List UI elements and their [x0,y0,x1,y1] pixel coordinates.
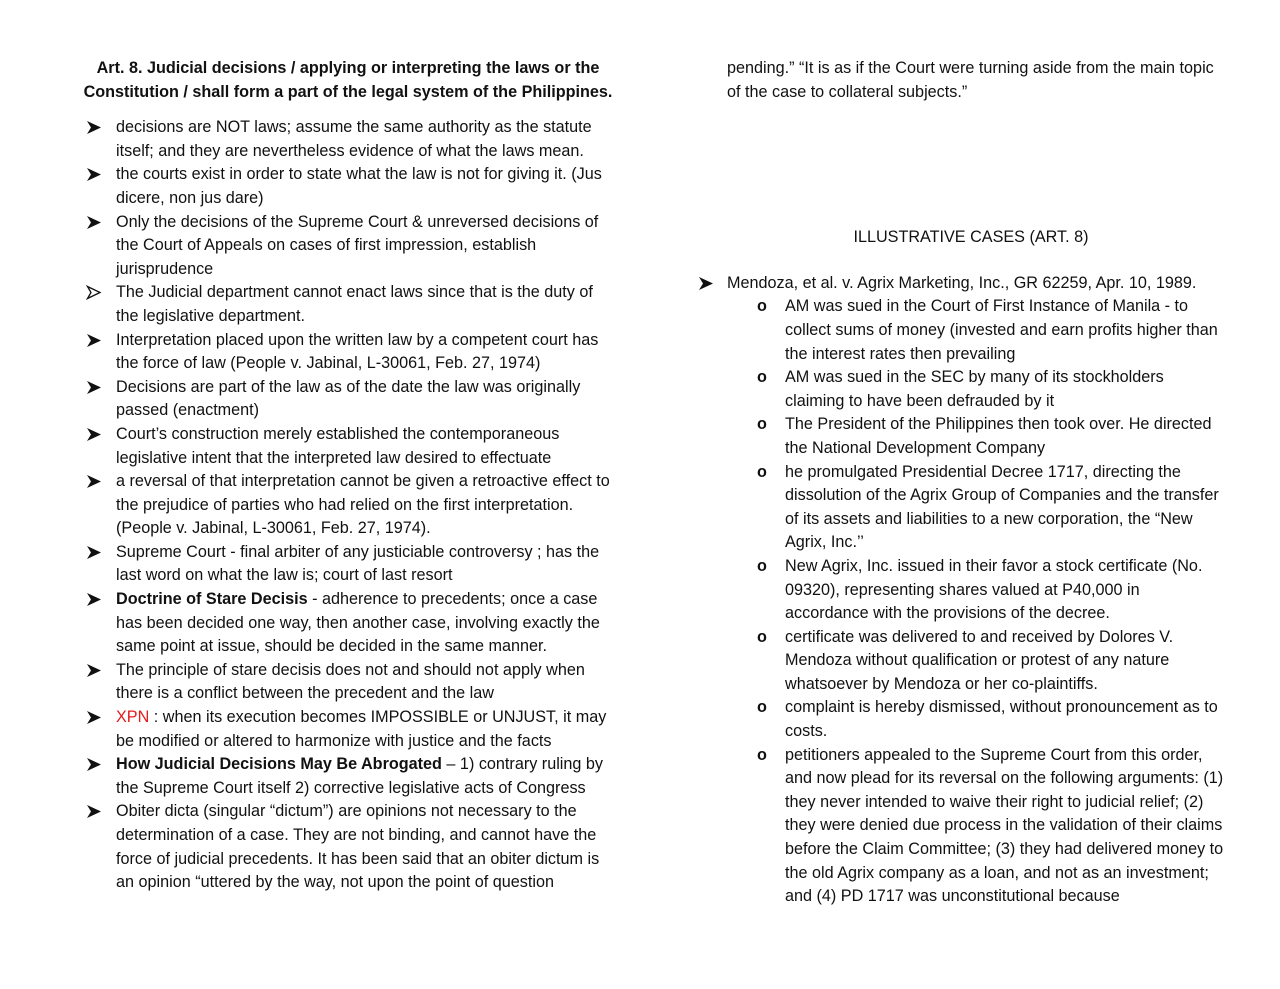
circle-bullet-icon: o [757,462,767,481]
list-item: Only the decisions of the Supreme Court & unreversed decisions of the Court of Appeals on cases of first impression, establish jurisprudence [78,211,618,282]
article-title: Art. 8. Judicial decisions / applying or interpreting the laws or the Constitution / shall form a part of the legal system of the Philippines. [83,59,613,101]
list-item: o AM was sued in the SEC by many of its stockholders claiming to have been defrauded by it [757,368,1164,410]
arrowhead-bullet-icon [86,706,104,729]
right-column [696,57,1226,909]
arrowhead-bullet-icon [86,163,104,186]
case-item [696,272,1226,296]
arrowhead-bullet-icon [86,423,104,446]
abrogation-term: How Judicial Decisions May Be Abrogated [116,755,442,774]
list-item: XPN : when its execution becomes IMPOSSIBLE or UNJUST, it may be modified or altered to harmonize with justice and the facts [78,706,618,753]
arrowhead-bullet-icon [86,588,104,611]
case-title: Mendoza, et al. v. Agrix Marketing, Inc., GR 62259, Apr. 10, 1989. [727,273,1197,292]
arrowhead-bullet-icon [698,272,716,295]
list-item: Decisions are part of the law as of the date the law was originally passed (enactment) [78,376,618,423]
list-item: Interpretation placed upon the written law by a competent court has the force of law (People v. Jabinal, L-30061, Feb. 27, 1974) [78,329,618,376]
outline-arrowhead-bullet-icon [86,281,104,304]
list-item: the courts exist in order to state what the law is not for giving it. (Jus dicere, non jus dare) [78,163,618,210]
arrowhead-bullet-icon [86,376,104,399]
list-item: Supreme Court - final arbiter of any justiciable controversy ; has the last word on what the law is; court of last resort [78,541,618,588]
arrowhead-bullet-icon [86,753,104,776]
list-item: Doctrine of Stare Decisis - adherence to precedents; once a case has been decided one way, then another case, involving exactly the same point at issue, should be decided in the same manner. [78,588,618,659]
continuation-text: pending.” “It is as if the Court were turning aside from the main topic of the case to collateral subjects.” [727,59,1214,101]
list-item: o certificate was delivered to and received by Dolores V. Mendoza without qualification or protest of any nature whatsoever by Mendoza or her co-plaintiffs. [757,627,1174,693]
arrowhead-bullet-icon [86,541,104,564]
list-item: decisions are NOT laws; assume the same authority as the statute itself; and they are nevertheless evidence of what the laws mean. [78,116,618,163]
arrowhead-bullet-icon [86,659,104,682]
exception-label: XPN [116,708,150,727]
list-item: o complaint is hereby dismissed, without pronouncement as to costs. [757,698,1218,741]
list-item: Obiter dicta (singular “dictum”) are opinions not necessary to the determination of a case. They are not binding, and cannot have the force of judicial precedents. It has been said that an obiter dictum is an opinion “uttered by the way, not upon the point of question [78,800,618,894]
circle-bullet-icon: o [757,297,767,316]
left-column [78,57,618,895]
list-item: The principle of stare decisis does not and should not apply when there is a conflict between the precedent and the law [78,659,618,706]
circle-bullet-icon: o [757,745,767,764]
circle-bullet-icon: o [757,368,767,387]
list-item: o New Agrix, Inc. issued in their favor a stock certificate (No. 09320), representing shares valued at P40,000 in accordance with the provisions of the decree. [757,556,1203,623]
list-item: Court’s construction merely established the contemporaneous legislative intent that the interpreted law desired to effectuate [78,423,618,470]
list-item: a reversal of that interpretation cannot be given a retroactive effect to the prejudice of parties who had relied on the first interpretation. (People v. Jabinal, L-30061, Feb. 27, 1974). [78,470,618,541]
list-item: How Judicial Decisions May Be Abrogated – 1) contrary ruling by the Supreme Court itself 2) corrective legislative acts of Congress [78,753,618,800]
list-item: o The President of the Philippines then took over. He directed the National Development Company [757,415,1212,457]
section-title: ILLUSTRATIVE CASES (ART. 8) [853,228,1089,247]
circle-bullet-icon: o [757,627,767,646]
list-item: o petitioners appealed to the Supreme Court from this order, and now plead for its reversal on the following arguments: (1) they never intended to waive their right to judicial relief; (2) they were denied due process in the validation of their claims before the Claim Committee; (3) they had delivered money to the old Agrix company as a loan, and not as an investment; and (4) PD 1717 was unconstitutional because [757,745,1224,906]
circle-bullet-icon: o [757,698,767,717]
arrowhead-bullet-icon [86,470,104,493]
doctrine-term: Doctrine of Stare Decisis [116,590,308,609]
circle-bullet-icon: o [757,415,767,434]
arrowhead-bullet-icon [86,211,104,234]
case-facts-list [696,295,1226,908]
arrowhead-bullet-icon [86,800,104,823]
list-item: o AM was sued in the Court of First Instance of Manila - to collect sums of money (invested and earn profits higher than the interest rates then prevailing [757,297,1218,363]
list-item: The Judicial department cannot enact laws since that is the duty of the legislative department. [78,281,618,328]
article-notes-list [78,116,618,895]
list-item: o he promulgated Presidential Decree 1717, directing the dissolution of the Agrix Group of Companies and the transfer of its assets and liabilities to a new corporation, the “New Agrix, Inc.’’ [757,462,1219,552]
circle-bullet-icon: o [757,556,767,575]
arrowhead-bullet-icon [86,329,104,352]
arrowhead-bullet-icon [86,116,104,139]
